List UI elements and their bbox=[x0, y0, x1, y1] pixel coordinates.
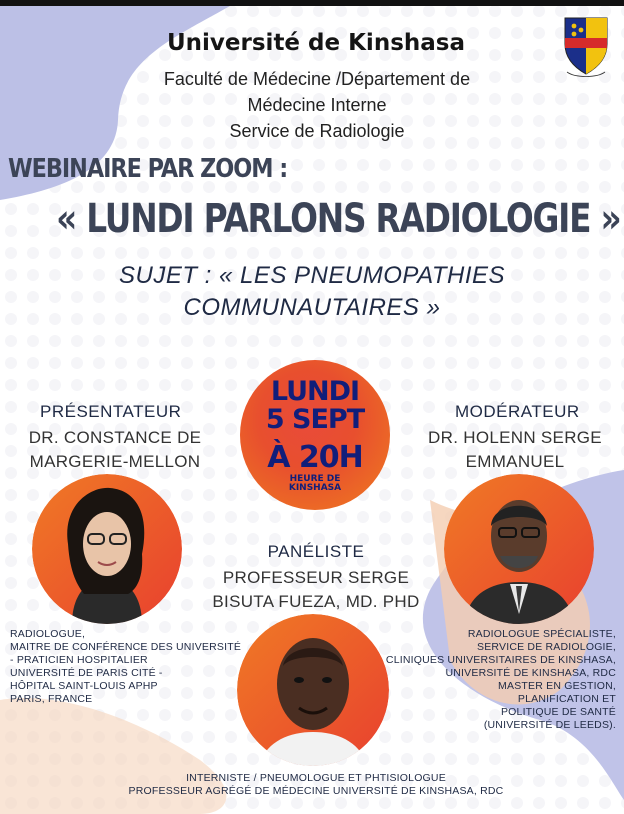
date-timezone: HEURE DE bbox=[289, 473, 341, 484]
presenter-bio bbox=[10, 628, 241, 706]
moderator-name-line: EMMANUEL bbox=[465, 452, 565, 471]
moderator-bio bbox=[386, 628, 616, 732]
subject-line: SUJET : « LES PNEUMOPATHIES bbox=[118, 262, 506, 289]
bio-line: RADIOLOGUE SPÉCIALISTE, bbox=[467, 628, 616, 640]
date-time: À 20H bbox=[267, 439, 363, 475]
date-timezone: KINSHASA bbox=[288, 482, 342, 493]
bio-line: RADIOLOGUE, bbox=[10, 628, 86, 640]
subject-line: COMMUNAUTAIRES » bbox=[183, 294, 441, 321]
panelist-bio bbox=[0, 772, 624, 798]
bio-line: CLINIQUES UNIVERSITAIRES DE KINSHASA, bbox=[385, 654, 616, 666]
bio-line: (UNIVERSITÉ DE LEEDS). bbox=[483, 719, 616, 731]
date-day: LUNDI bbox=[270, 375, 360, 407]
bio-line: UNIVERSITÉ DE PARIS CITÉ - bbox=[10, 667, 163, 679]
bio-line: - PRATICIEN HOSPITALIER bbox=[10, 654, 148, 666]
event-title: « LUNDI PARLONS RADIOLOGIE » bbox=[56, 196, 621, 242]
panelist-name-line: PROFESSEUR SERGE bbox=[222, 568, 410, 587]
bio-line: SERVICE DE RADIOLOGIE, bbox=[477, 641, 616, 653]
bio-line: MASTER EN GESTION, bbox=[498, 680, 616, 692]
webinar-label: WEBINAIRE PAR ZOOM : bbox=[8, 154, 288, 184]
faculty-block bbox=[0, 66, 624, 144]
moderator-name bbox=[420, 426, 610, 474]
panelist-name bbox=[200, 566, 432, 614]
bio-line: HÔPITAL SAINT-LOUIS APHP bbox=[10, 680, 158, 692]
presenter-name-line: DR. CONSTANCE DE bbox=[28, 428, 202, 447]
bio-line: PROFESSEUR AGRÉGÉ DE MÉDECINE UNIVERSITÉ DE KINSHASA, RDC bbox=[128, 785, 504, 797]
university-name: Université de Kinshasa bbox=[167, 30, 465, 56]
moderator-role: MODÉRATEUR bbox=[455, 402, 580, 421]
faculty-line: Service de Radiologie bbox=[229, 121, 405, 141]
moderator-name-line: DR. HOLENN SERGE bbox=[428, 428, 602, 447]
bio-line: UNIVERSITÉ DE KINSHASA, RDC bbox=[445, 667, 616, 679]
faculty-line: Faculté de Médecine /Département de bbox=[163, 69, 471, 89]
presenter-name bbox=[10, 426, 220, 474]
date-badge bbox=[240, 360, 390, 510]
panelist-photo bbox=[237, 614, 389, 766]
faculty-line: Médecine Interne bbox=[247, 95, 387, 115]
bio-line: MAITRE DE CONFÉRENCE DES UNIVERSITÉ bbox=[10, 641, 242, 653]
presenter-name-line: MARGERIE-MELLON bbox=[29, 452, 201, 471]
bio-line: PARIS, FRANCE bbox=[10, 693, 93, 705]
subject bbox=[0, 260, 624, 324]
date-date: 5 SEPT bbox=[265, 403, 365, 435]
bio-line: POLITIQUE DE SANTÉ bbox=[500, 706, 616, 718]
panelist-role: PANÉLISTE bbox=[267, 542, 365, 561]
bio-line: PLANIFICATION ET bbox=[517, 693, 616, 705]
presenter-role: PRÉSENTATEUR bbox=[40, 402, 182, 421]
bio-line: INTERNISTE / PNEUMOLOGUE ET PHTISIOLOGUE bbox=[186, 772, 446, 784]
panelist-name-line: BISUTA FUEZA, MD. PHD bbox=[212, 592, 420, 611]
